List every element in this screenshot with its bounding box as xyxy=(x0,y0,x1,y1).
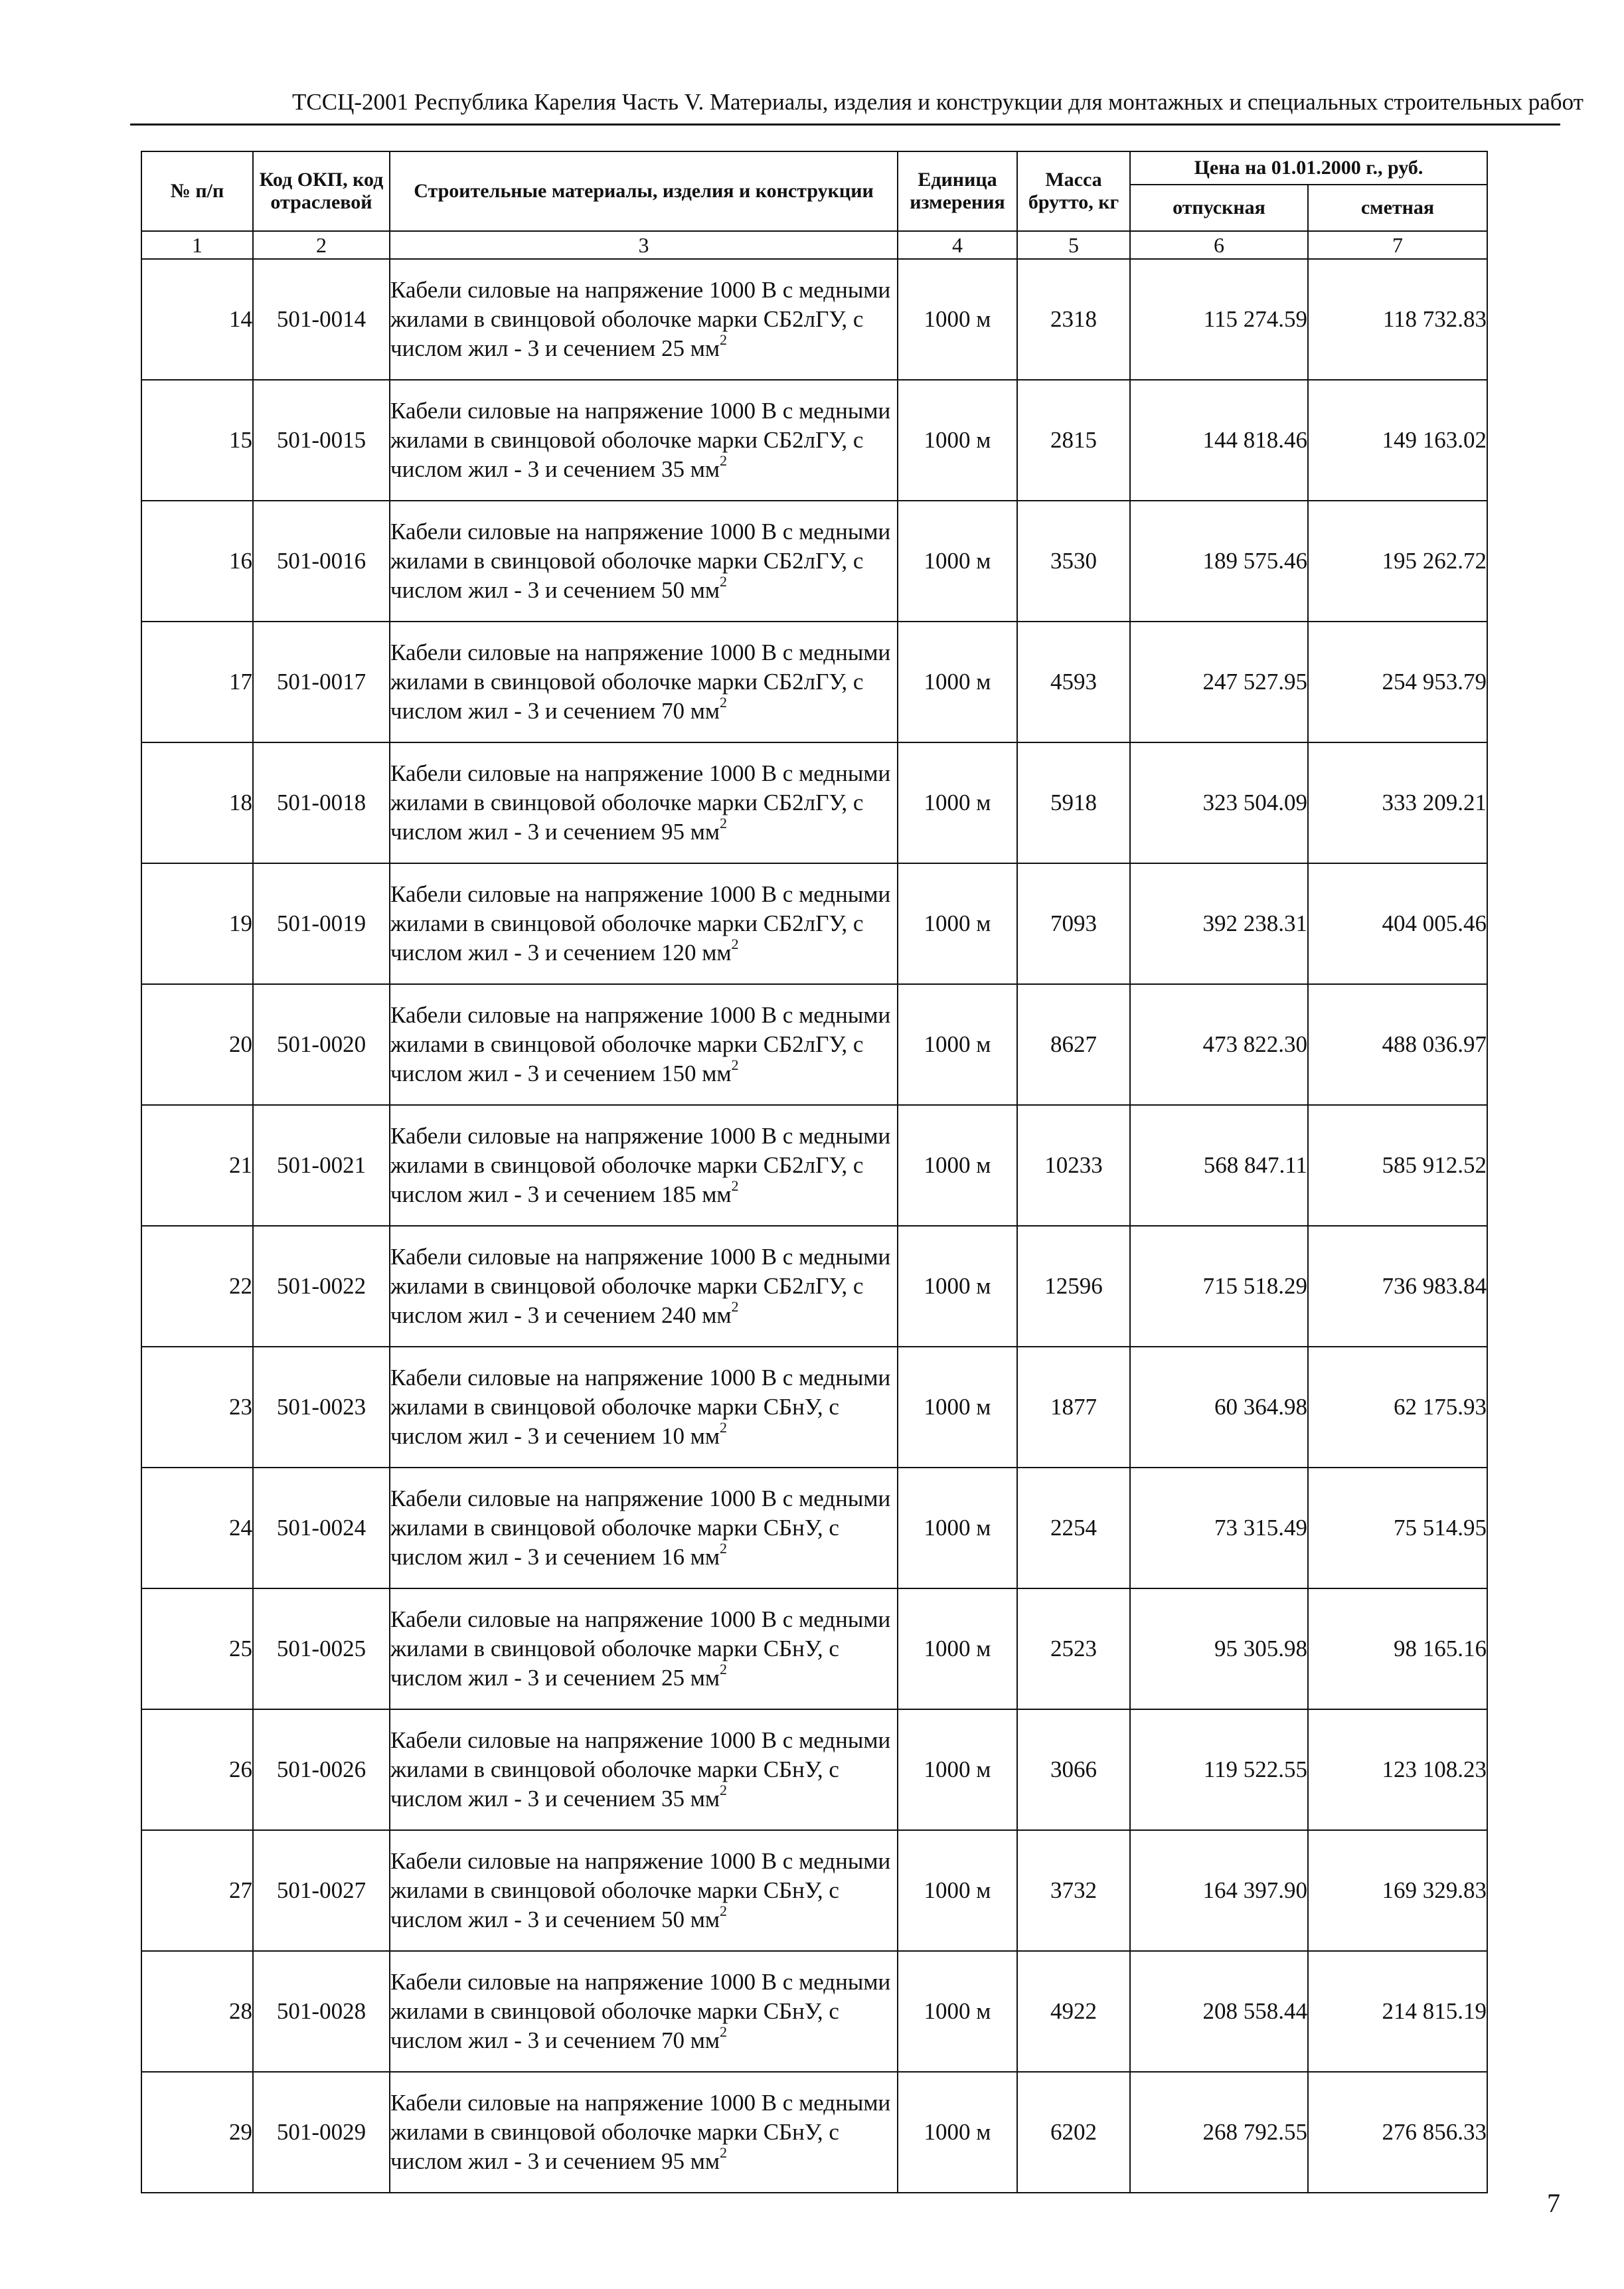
price-estimate: 123 108.23 xyxy=(1308,1709,1487,1830)
material-name-text: Кабели силовые на напряжение 1000 В с медными жилами в свинцовой оболочке марки СБ2лГУ, с числом жил - 3 и сечением 50 мм xyxy=(390,519,891,603)
material-name-text: Кабели силовые на напряжение 1000 В с медными жилами в свинцовой оболочке марки СБнУ, с числом жил - 3 и сечением 95 мм xyxy=(390,2090,891,2174)
material-name xyxy=(390,742,898,863)
price-estimate: 333 209.21 xyxy=(1308,742,1487,863)
okp-code: 501-0025 xyxy=(253,1588,390,1709)
row-number: 20 xyxy=(141,984,253,1105)
price-estimate: 488 036.97 xyxy=(1308,984,1487,1105)
price-estimate: 149 163.02 xyxy=(1308,380,1487,501)
okp-code: 501-0029 xyxy=(253,2072,390,2193)
gross-mass: 6202 xyxy=(1017,2072,1130,2193)
column-numbers-row xyxy=(141,231,1487,259)
price-release: 473 822.30 xyxy=(1130,984,1308,1105)
material-name-text: Кабели силовые на напряжение 1000 В с медными жилами в свинцовой оболочке марки СБ2лГУ, с числом жил - 3 и сечением 25 мм xyxy=(390,277,891,361)
unit: 1000 м xyxy=(898,622,1017,742)
table-row xyxy=(141,259,1487,380)
material-name xyxy=(390,2072,898,2193)
table-row xyxy=(141,380,1487,501)
material-name-text: Кабели силовые на напряжение 1000 В с медными жилами в свинцовой оболочке марки СБнУ, с числом жил - 3 и сечением 25 мм xyxy=(390,1606,891,1691)
price-release: 189 575.46 xyxy=(1130,501,1308,622)
unit: 1000 м xyxy=(898,2072,1017,2193)
unit: 1000 м xyxy=(898,863,1017,984)
material-name xyxy=(390,380,898,501)
price-estimate: 254 953.79 xyxy=(1308,622,1487,742)
unit: 1000 м xyxy=(898,1226,1017,1347)
row-number: 18 xyxy=(141,742,253,863)
material-name xyxy=(390,1347,898,1468)
material-name-text: Кабели силовые на напряжение 1000 В с медными жилами в свинцовой оболочке марки СБ2лГУ, с числом жил - 3 и сечением 70 мм xyxy=(390,639,891,724)
price-estimate: 98 165.16 xyxy=(1308,1588,1487,1709)
superscript-exponent: 2 xyxy=(731,936,739,953)
column-number: 5 xyxy=(1017,231,1130,259)
gross-mass: 2815 xyxy=(1017,380,1130,501)
running-header: ТССЦ-2001 Республика Карелия Часть V. Материалы, изделия и конструкции для монтажных и специальных строительных работ xyxy=(292,89,1583,115)
header-price-estimate: сметная xyxy=(1308,185,1487,231)
material-name xyxy=(390,1226,898,1347)
table-row xyxy=(141,1105,1487,1226)
row-number: 29 xyxy=(141,2072,253,2193)
price-release: 247 527.95 xyxy=(1130,622,1308,742)
material-name xyxy=(390,1105,898,1226)
table-row xyxy=(141,1709,1487,1830)
gross-mass: 12596 xyxy=(1017,1226,1130,1347)
price-estimate: 195 262.72 xyxy=(1308,501,1487,622)
table-row xyxy=(141,501,1487,622)
gross-mass: 3732 xyxy=(1017,1830,1130,1951)
price-estimate: 276 856.33 xyxy=(1308,2072,1487,2193)
gross-mass: 3066 xyxy=(1017,1709,1130,1830)
header-price-release: отпускная xyxy=(1130,185,1308,231)
gross-mass: 2318 xyxy=(1017,259,1130,380)
price-estimate: 736 983.84 xyxy=(1308,1226,1487,1347)
table-row xyxy=(141,1347,1487,1468)
price-table xyxy=(141,151,1488,2193)
superscript-exponent: 2 xyxy=(731,1177,739,1195)
header-price-group: Цена на 01.01.2000 г., руб. xyxy=(1130,151,1487,185)
superscript-exponent: 2 xyxy=(720,1782,728,1799)
okp-code: 501-0023 xyxy=(253,1347,390,1468)
table-row xyxy=(141,1588,1487,1709)
okp-code: 501-0022 xyxy=(253,1226,390,1347)
price-estimate: 169 329.83 xyxy=(1308,1830,1487,1951)
superscript-exponent: 2 xyxy=(720,1661,728,1678)
gross-mass: 5918 xyxy=(1017,742,1130,863)
price-estimate: 404 005.46 xyxy=(1308,863,1487,984)
gross-mass: 3530 xyxy=(1017,501,1130,622)
gross-mass: 2523 xyxy=(1017,1588,1130,1709)
material-name-text: Кабели силовые на напряжение 1000 В с медными жилами в свинцовой оболочке марки СБ2лГУ, с числом жил - 3 и сечением 150 мм xyxy=(390,1002,891,1086)
material-name xyxy=(390,1709,898,1830)
price-release: 323 504.09 xyxy=(1130,742,1308,863)
row-number: 28 xyxy=(141,1951,253,2072)
column-number: 1 xyxy=(141,231,253,259)
header-unit: Единица измерения xyxy=(898,151,1017,231)
row-number: 15 xyxy=(141,380,253,501)
price-release: 73 315.49 xyxy=(1130,1468,1308,1588)
material-name xyxy=(390,622,898,742)
table-row xyxy=(141,2072,1487,2193)
unit: 1000 м xyxy=(898,501,1017,622)
row-number: 21 xyxy=(141,1105,253,1226)
gross-mass: 4593 xyxy=(1017,622,1130,742)
gross-mass: 7093 xyxy=(1017,863,1130,984)
page-number: 7 xyxy=(1547,2188,1560,2218)
column-number: 3 xyxy=(390,231,898,259)
row-number: 22 xyxy=(141,1226,253,1347)
superscript-exponent: 2 xyxy=(720,1903,728,1920)
unit: 1000 м xyxy=(898,984,1017,1105)
okp-code: 501-0017 xyxy=(253,622,390,742)
header-code: Код ОКП, код отраслевой xyxy=(253,151,390,231)
material-name-text: Кабели силовые на напряжение 1000 В с медными жилами в свинцовой оболочке марки СБнУ, с числом жил - 3 и сечением 35 мм xyxy=(390,1727,891,1812)
okp-code: 501-0015 xyxy=(253,380,390,501)
price-estimate: 62 175.93 xyxy=(1308,1347,1487,1468)
material-name-text: Кабели силовые на напряжение 1000 В с медными жилами в свинцовой оболочке марки СБ2лГУ, с числом жил - 3 и сечением 35 мм xyxy=(390,398,891,482)
table-row xyxy=(141,1468,1487,1588)
material-name xyxy=(390,1468,898,1588)
price-release: 115 274.59 xyxy=(1130,259,1308,380)
superscript-exponent: 2 xyxy=(720,1540,728,1557)
row-number: 14 xyxy=(141,259,253,380)
gross-mass: 2254 xyxy=(1017,1468,1130,1588)
row-number: 23 xyxy=(141,1347,253,1468)
material-name xyxy=(390,259,898,380)
gross-mass: 8627 xyxy=(1017,984,1130,1105)
material-name-text: Кабели силовые на напряжение 1000 В с медными жилами в свинцовой оболочке марки СБнУ, с числом жил - 3 и сечением 10 мм xyxy=(390,1365,891,1449)
okp-code: 501-0019 xyxy=(253,863,390,984)
price-estimate: 75 514.95 xyxy=(1308,1468,1487,1588)
unit: 1000 м xyxy=(898,380,1017,501)
price-estimate: 585 912.52 xyxy=(1308,1105,1487,1226)
material-name-text: Кабели силовые на напряжение 1000 В с медными жилами в свинцовой оболочке марки СБ2лГУ, с числом жил - 3 и сечением 185 мм xyxy=(390,1123,891,1207)
okp-code: 501-0018 xyxy=(253,742,390,863)
material-name xyxy=(390,1588,898,1709)
material-name xyxy=(390,1830,898,1951)
okp-code: 501-0016 xyxy=(253,501,390,622)
superscript-exponent: 2 xyxy=(720,2144,728,2162)
price-release: 568 847.11 xyxy=(1130,1105,1308,1226)
price-release: 95 305.98 xyxy=(1130,1588,1308,1709)
okp-code: 501-0021 xyxy=(253,1105,390,1226)
table-row xyxy=(141,984,1487,1105)
okp-code: 501-0014 xyxy=(253,259,390,380)
material-name-text: Кабели силовые на напряжение 1000 В с медными жилами в свинцовой оболочке марки СБнУ, с числом жил - 3 и сечением 16 мм xyxy=(390,1485,891,1570)
unit: 1000 м xyxy=(898,742,1017,863)
material-name-text: Кабели силовые на напряжение 1000 В с медными жилами в свинцовой оболочке марки СБнУ, с числом жил - 3 и сечением 50 мм xyxy=(390,1848,891,1932)
superscript-exponent: 2 xyxy=(720,331,728,349)
okp-code: 501-0024 xyxy=(253,1468,390,1588)
material-name xyxy=(390,1951,898,2072)
superscript-exponent: 2 xyxy=(720,2023,728,2041)
price-release: 144 818.46 xyxy=(1130,380,1308,501)
price-release: 268 792.55 xyxy=(1130,2072,1308,2193)
unit: 1000 м xyxy=(898,259,1017,380)
okp-code: 501-0027 xyxy=(253,1830,390,1951)
column-number: 2 xyxy=(253,231,390,259)
superscript-exponent: 2 xyxy=(731,1298,739,1315)
material-name-text: Кабели силовые на напряжение 1000 В с медными жилами в свинцовой оболочке марки СБ2лГУ, с числом жил - 3 и сечением 240 мм xyxy=(390,1244,891,1328)
table-row xyxy=(141,1951,1487,2072)
material-name-text: Кабели силовые на напряжение 1000 В с медными жилами в свинцовой оболочке марки СБнУ, с числом жил - 3 и сечением 70 мм xyxy=(390,1969,891,2053)
row-number: 17 xyxy=(141,622,253,742)
gross-mass: 10233 xyxy=(1017,1105,1130,1226)
table-row xyxy=(141,1226,1487,1347)
row-number: 19 xyxy=(141,863,253,984)
row-number: 24 xyxy=(141,1468,253,1588)
superscript-exponent: 2 xyxy=(731,1057,739,1074)
price-release: 392 238.31 xyxy=(1130,863,1308,984)
price-release: 60 364.98 xyxy=(1130,1347,1308,1468)
header-name: Строительные материалы, изделия и конструкции xyxy=(390,151,898,231)
table-row xyxy=(141,742,1487,863)
unit: 1000 м xyxy=(898,1588,1017,1709)
row-number: 27 xyxy=(141,1830,253,1951)
unit: 1000 м xyxy=(898,1347,1017,1468)
header-rule xyxy=(130,124,1560,126)
column-number: 7 xyxy=(1308,231,1487,259)
okp-code: 501-0020 xyxy=(253,984,390,1105)
unit: 1000 м xyxy=(898,1951,1017,2072)
okp-code: 501-0028 xyxy=(253,1951,390,2072)
price-release: 208 558.44 xyxy=(1130,1951,1308,2072)
material-name xyxy=(390,501,898,622)
column-number: 4 xyxy=(898,231,1017,259)
material-name-text: Кабели силовые на напряжение 1000 В с медными жилами в свинцовой оболочке марки СБ2лГУ, с числом жил - 3 и сечением 95 мм xyxy=(390,760,891,845)
row-number: 16 xyxy=(141,501,253,622)
material-name xyxy=(390,984,898,1105)
gross-mass: 4922 xyxy=(1017,1951,1130,2072)
price-estimate: 214 815.19 xyxy=(1308,1951,1487,2072)
superscript-exponent: 2 xyxy=(720,573,728,590)
price-release: 164 397.90 xyxy=(1130,1830,1308,1951)
column-number: 6 xyxy=(1130,231,1308,259)
material-name-text: Кабели силовые на напряжение 1000 В с медными жилами в свинцовой оболочке марки СБ2лГУ, с числом жил - 3 и сечением 120 мм xyxy=(390,881,891,966)
unit: 1000 м xyxy=(898,1830,1017,1951)
row-number: 25 xyxy=(141,1588,253,1709)
table-row xyxy=(141,1830,1487,1951)
superscript-exponent: 2 xyxy=(720,815,728,832)
row-number: 26 xyxy=(141,1709,253,1830)
price-release: 119 522.55 xyxy=(1130,1709,1308,1830)
price-release: 715 518.29 xyxy=(1130,1226,1308,1347)
unit: 1000 м xyxy=(898,1105,1017,1226)
superscript-exponent: 2 xyxy=(720,452,728,469)
header-num: № п/п xyxy=(141,151,253,231)
material-name xyxy=(390,863,898,984)
unit: 1000 м xyxy=(898,1709,1017,1830)
unit: 1000 м xyxy=(898,1468,1017,1588)
superscript-exponent: 2 xyxy=(720,1419,728,1436)
table-row xyxy=(141,622,1487,742)
header-mass: Масса брутто, кг xyxy=(1017,151,1130,231)
superscript-exponent: 2 xyxy=(720,694,728,711)
okp-code: 501-0026 xyxy=(253,1709,390,1830)
gross-mass: 1877 xyxy=(1017,1347,1130,1468)
price-estimate: 118 732.83 xyxy=(1308,259,1487,380)
table-row xyxy=(141,863,1487,984)
